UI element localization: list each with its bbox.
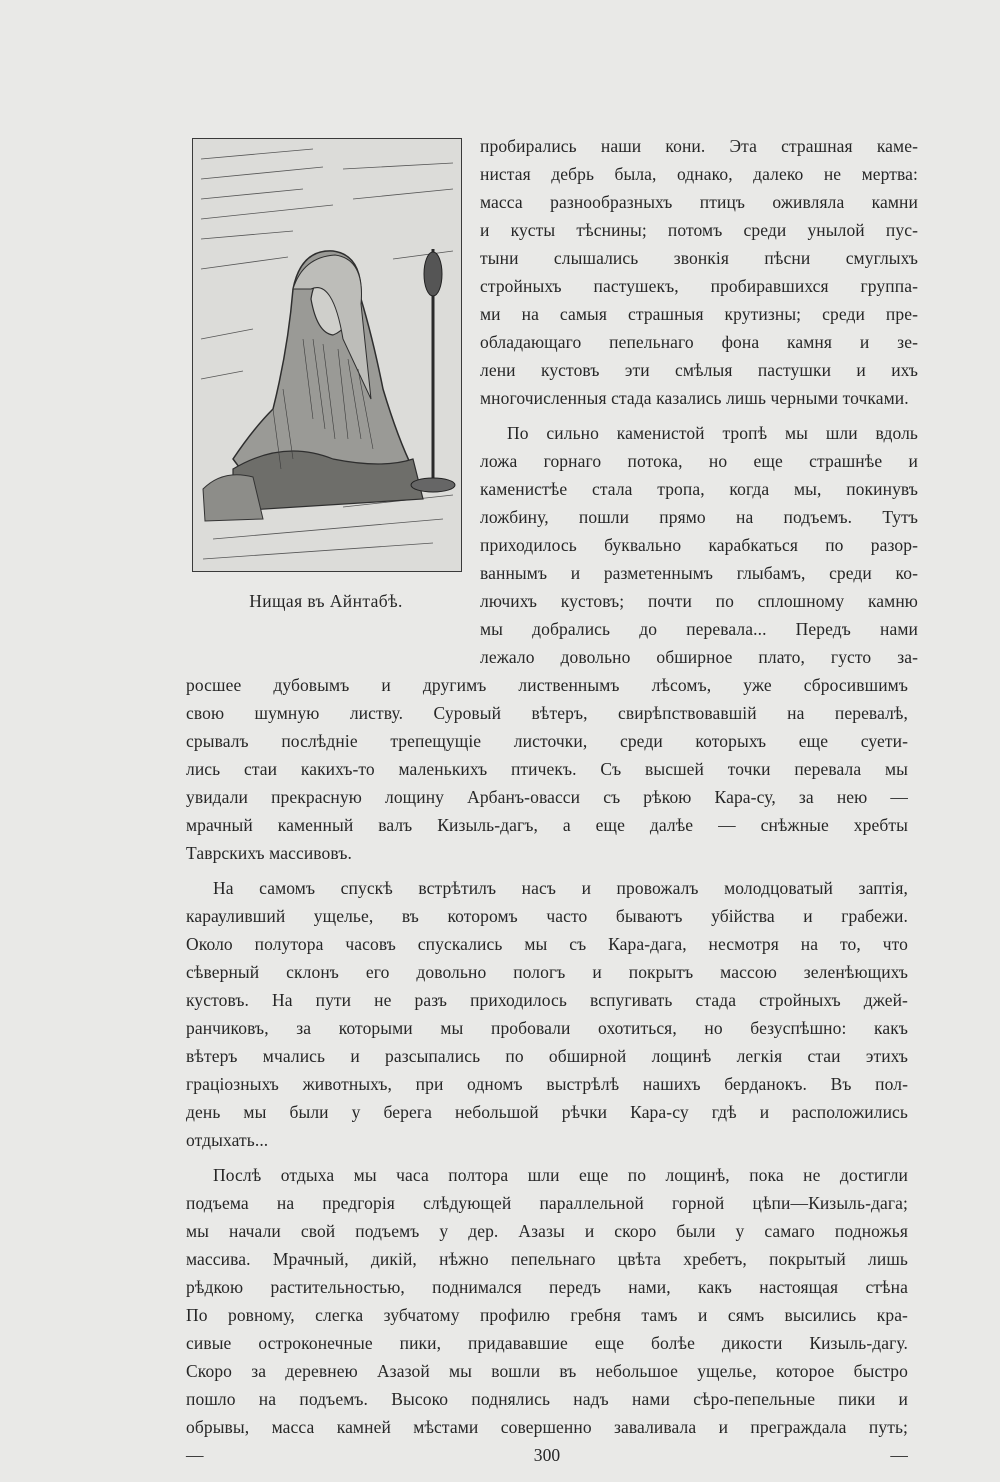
text-line: сивые остроконечные пики, придававшие еще болѣе дикости Кизыль-дагу. [186,1333,908,1353]
text-line: мрачный каменный валъ Кизыль-дагъ, а еще далѣе — снѣжные хребты [186,815,908,835]
text-line: масса разнообразныхъ птицъ оживляла камни [480,192,918,212]
text-line: увидали прекрасную лощину Арбанъ-овасси съ рѣкою Кара-су, за нею — [186,787,908,807]
text-line: граціозныхъ животныхъ, при одномъ выстрѣлѣ нашихъ берданокъ. Въ пол- [186,1074,908,1094]
text-line: лежало довольно обширное плато, густо за- [480,647,918,667]
text-line: Таврскихъ массивовъ. [186,843,352,863]
text-line: многочисленныя стада казались лишь черными точками. [480,388,909,408]
text-line: обрывы, масса камней мѣстами совершенно заваливала и преграждала путь; [186,1417,908,1437]
illustration-caption: Нищая въ Айнтабѣ. [249,591,403,611]
text-line: ми на самыя страшныя крутизны; среди пре- [480,304,918,324]
text-line: нистая дебрь была, однако, далеко не мертва: [480,164,918,184]
text-line: лись стаи какихъ-то маленькихъ птичекъ. Съ высшей точки перевала мы [186,759,908,779]
text-line: — 300 — [186,1445,908,1465]
text-line: вѣтеръ мчались и разсыпались по обширной лощинѣ легкія стаи этихъ [186,1046,908,1066]
text-line: карауливший ущелье, въ которомъ часто бываютъ убійства и грабежи. [186,906,908,926]
text-line: и кусты тѣснины; потомъ среди унылой пус- [480,220,918,240]
text-line: рѣдкою растительностью, поднимался передъ нами, какъ настоящая стѣна [186,1277,908,1297]
text-line: лючихъ кустовъ; почти по сплошному камню [480,591,918,611]
text-line: росшее дубовымъ и другимъ лиственнымъ лѣсомъ, уже сбросившимъ [186,675,908,695]
text-line: отдыхать... [186,1130,269,1150]
text-line: По ровному, слегка зубчатому профилю гребня тамъ и сямъ высились кра- [186,1305,908,1325]
text-line: Скоро за деревнею Азазой мы вошли въ небольшое ущелье, которое быстро [186,1361,908,1381]
text-line: свою шумную листву. Суровый вѣтеръ, свирѣпствовавшій на перевалѣ, [186,703,908,723]
text-line: По сильно каменистой тропѣ мы шли вдоль [507,423,918,443]
text-line: мы начали свой подъемъ у дер. Азазы и скоро были у самаго подножья [186,1221,908,1241]
text-line: стройныхъ пастушекъ, пробиравшихся группа- [480,276,918,296]
text-line: сѣверный склонъ его довольно пологъ и покрытъ массою зеленѣющихъ [186,962,908,982]
text-line: тыни слышались звонкія пѣсни смуглыхъ [480,248,918,268]
text-line: каменистѣе стала тропа, когда мы, покинувъ [480,479,918,499]
illustration-beggar-woman [192,138,462,572]
text-line: подъема на предгорія слѣдующей параллельной горной цѣпи—Кизыль-дага; [186,1193,908,1213]
text-line: мы добрались до перевала... Передъ нами [480,619,918,639]
text-line: срывалъ послѣдніе трепещущіе листочки, среди которыхъ еще суети- [186,731,908,751]
engraving-image [193,139,461,571]
text-line: массива. Мрачный, дикій, нѣжно пепельнаго цвѣта хребетъ, покрытый лишь [186,1249,908,1269]
text-line: Послѣ отдыха мы часа полтора шли еще по лощинѣ, пока не достигли [213,1165,908,1185]
text-line: кустовъ. На пути не разъ приходилось вспугивать стада стройныхъ джей- [186,990,908,1010]
text-line: пробирались наши кони. Эта страшная каме- [480,136,918,156]
text-line: ложбину, пошли прямо на подъемъ. Тутъ [480,507,918,527]
text-line: На самомъ спускѣ встрѣтилъ насъ и провожалъ молодцоватый заптія, [213,878,908,898]
text-line: день мы были у берега небольшой рѣчки Кара-су гдѣ и расположились [186,1102,908,1122]
text-line: обладающаго пепельнаго фона камня и зе- [480,332,918,352]
text-line: пошло на подъемъ. Высоко поднялись надъ нами сѣро-пепельные пики и [186,1389,908,1409]
text-line: приходилось буквально карабкаться по разор- [480,535,918,555]
text-line: ложа горнаго потока, но еще страшнѣе и [480,451,918,471]
text-line: ваннымъ и разметеннымъ глыбамъ, среди ко- [480,563,918,583]
text-line: ранчиковъ, за которыми мы пробовали охотиться, но безуспѣшно: какъ [186,1018,908,1038]
text-line: лени кустовъ эти смѣлыя пастушки и ихъ [480,360,918,380]
text-line: Около полутора часовъ спускались мы съ Кара-дага, несмотря на то, что [186,934,908,954]
